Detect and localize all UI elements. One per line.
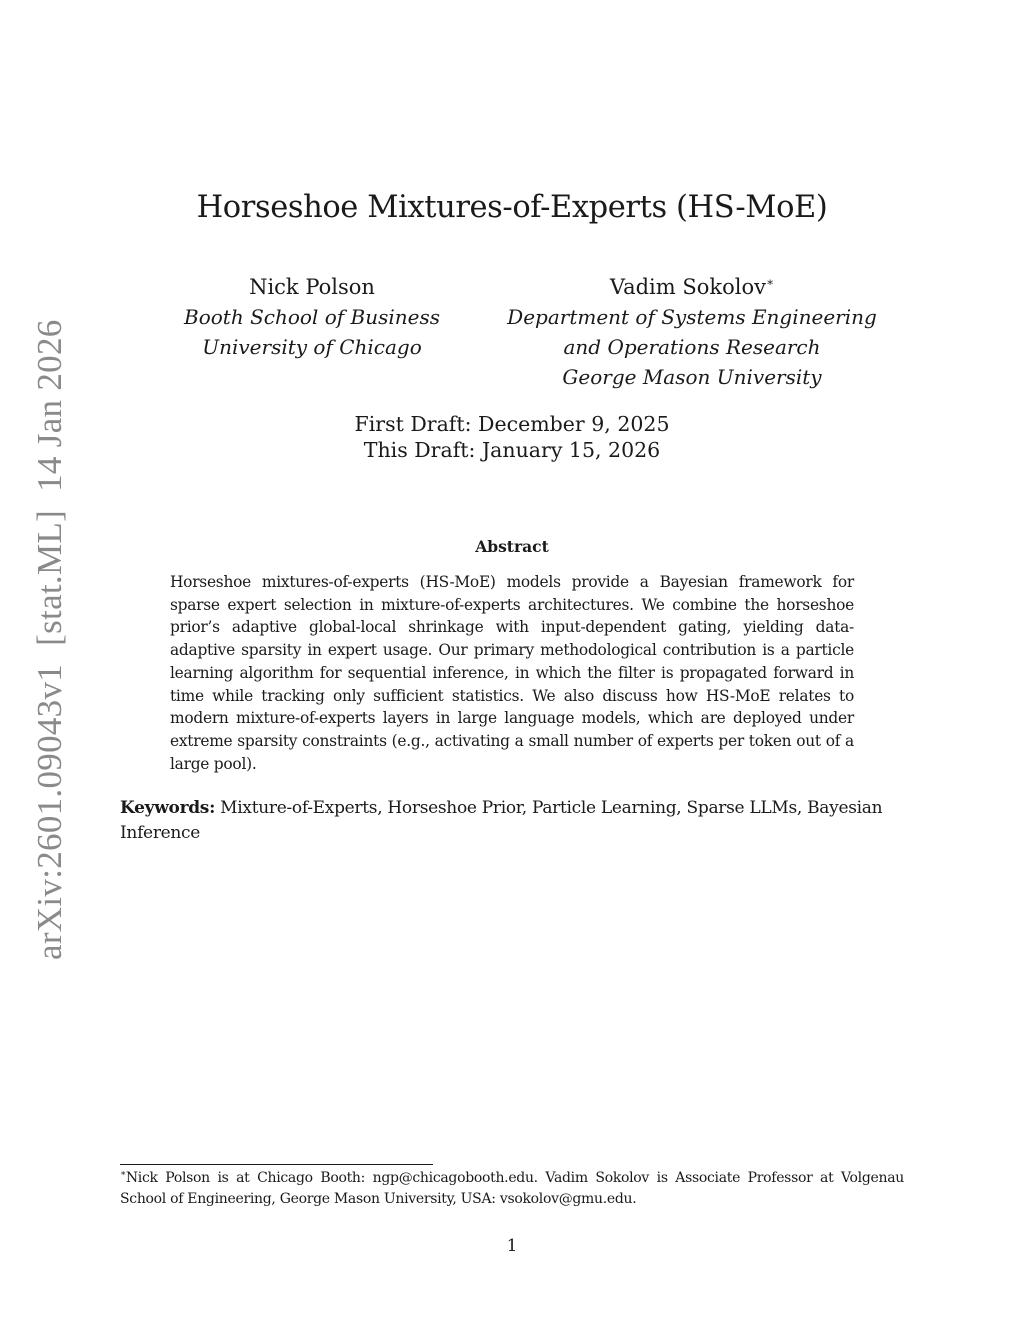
author-name: Vadim Sokolov∗	[609, 275, 775, 299]
author-affiliation-line: and Operations Research	[563, 335, 821, 359]
page-number: 1	[506, 1236, 518, 1256]
arxiv-identifier-stamp: arXiv:2601.09043v1 [stat.ML] 14 Jan 2026	[30, 319, 69, 960]
author-affiliation-line: Booth School of Business	[184, 305, 440, 329]
author-name: Nick Polson	[249, 275, 375, 299]
this-draft-date: This Draft: January 15, 2026	[363, 438, 661, 462]
paper-title: Horseshoe Mixtures-of-Experts (HS-MoE)	[196, 190, 828, 225]
author-affiliation-line: Department of Systems Engineering	[507, 305, 877, 329]
abstract-heading: Abstract	[475, 537, 549, 556]
keywords-label: Keywords:	[120, 798, 216, 818]
author-block-sokolov	[480, 272, 904, 392]
keywords-section	[120, 796, 914, 846]
first-draft-date: First Draft: December 9, 2025	[354, 412, 670, 436]
keywords-text: Mixture-of-Experts, Horseshoe Prior, Particle Learning, Sparse LLMs, Bayesian Inference	[120, 798, 883, 843]
footnote-divider	[120, 1164, 433, 1165]
abstract-text: Horseshoe mixtures-of-experts (HS-MoE) models provide a Bayesian framework for sparse expert selection in mixture-of-experts architectures. We combine the horseshoe prior’s adaptive global-local shrinkage with input-dependent gating, yielding data-adaptive sparsity in expert usage. Our primary methodological contribution is a particle learning algorithm for sequential inference, in which the filter is propagated forward in time while tracking only sufficient statistics. We also discuss how HS-MoE relates to modern mixture-of-experts layers in large language models, which are deployed under extreme sparsity constraints (e.g., activating a small number of experts per token out of a large pool).	[170, 573, 854, 773]
author-affiliation-line: George Mason University	[562, 365, 822, 389]
footnote	[120, 1168, 904, 1210]
author-block-polson	[162, 272, 462, 362]
footnote-text: Nick Polson is at Chicago Booth: ngp@chicagobooth.edu. Vadim Sokolov is Associate Professor at Volgenau School of Engineering, George Mason University, USA: vsokolov@gmu.edu.	[120, 1170, 904, 1207]
footnote-marker[interactable]: ∗	[765, 275, 775, 289]
footnote-mark: ∗	[120, 1169, 126, 1179]
draft-dates	[0, 411, 1024, 463]
author-affiliation-line: University of Chicago	[202, 335, 422, 359]
